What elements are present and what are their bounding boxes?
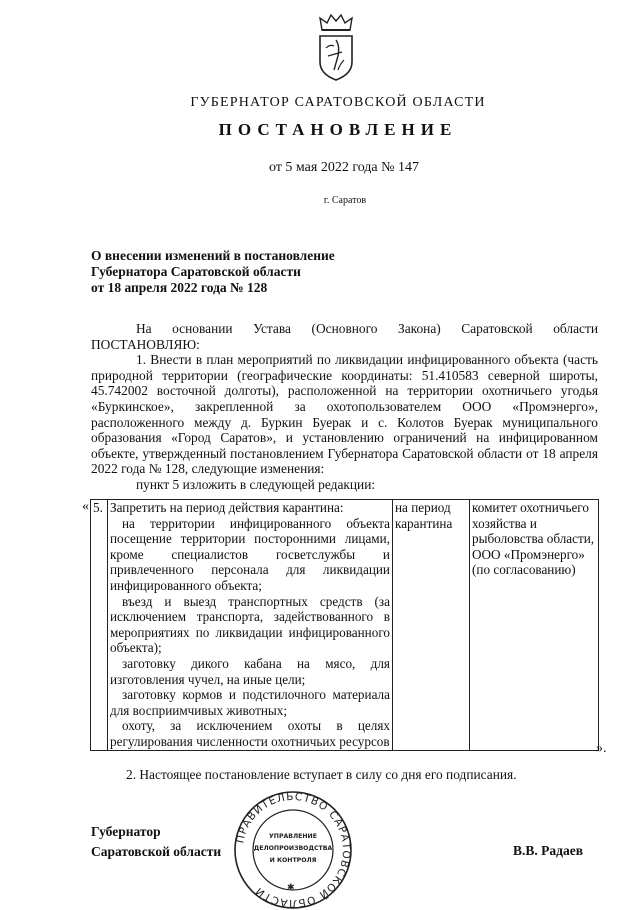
preamble-paragraph: На основании Устава (Основного Закона) Саратовской области ПОСТАНОВЛЯЮ: <box>91 321 598 352</box>
responsible-cell <box>470 500 599 751</box>
signatory-name: В.В. Радаев <box>513 843 583 858</box>
stamp-inner-line: УПРАВЛЕНИЕ <box>269 833 317 840</box>
item-1-paragraph: 1. Внести в план мероприятий по ликвидации инфицированного объекта (часть природной территории (географические координаты: 51.410583 северной широты, 45.742002 восточной долготы), расположенной на территории охотничьего угодья «Буркинское», закрепленной за охотопользователем ООО «Промэнерго», расположенного между д. Буркин Буерак и с. Колотов Буерак муниципального образования «Город Саратов», и установлению ограничений на инфицированном объекте, утвержденный постановлением Губернатора Саратовской области от 18 апреля 2022 года № 128, следующие изменения: <box>91 352 598 477</box>
subject-line: О внесении изменений в постановление <box>91 248 335 263</box>
governor-title: ГУБЕРНАТОР САРАТОВСКОЙ ОБЛАСТИ <box>190 95 486 110</box>
stamp-outer-text: ПРАВИТЕЛЬСТВО САРАТОВСКОЙ ОБЛАСТИ <box>234 790 353 910</box>
coat-of-arms-icon <box>312 12 360 82</box>
item-number-cell: 5. <box>91 500 108 751</box>
action-cell <box>108 500 393 751</box>
action-line: охоту, за исключением охоты в целях регулирования численности охотничьих ресурсов <box>110 718 390 749</box>
subject-line: от 18 апреля 2022 года № 128 <box>91 280 268 295</box>
term-text: на период карантина <box>395 500 453 531</box>
amendment-table <box>90 499 599 751</box>
decree-date-number: от 5 мая 2022 года № 147 <box>268 160 420 175</box>
action-line: Запретить на период действия карантина: <box>110 500 344 515</box>
stamp-star-icon: ✱ <box>287 882 295 892</box>
position-line: Губернатор <box>91 824 161 839</box>
item-2-paragraph: 2. Настоящее постановление вступает в силу со дня его подписания. <box>126 767 517 782</box>
decree-subject <box>91 248 411 296</box>
item-1-sub-paragraph: пункт 5 изложить в следующей редакции: <box>136 476 376 492</box>
subject-line: Губернатора Саратовской области <box>91 264 301 279</box>
responsible-line: ООО «Промэнерго» (по согласованию) <box>472 546 585 578</box>
action-line: заготовку кормов и подстилочного материала для восприимчивых животных; <box>110 687 390 718</box>
opening-quote: « <box>82 499 89 514</box>
closing-quote: ». <box>596 741 607 756</box>
action-line: на территории инфицированного объекта посещение территории посторонними лицами, кроме специалистов госветслужбы и привлеченного персонала для ликвидации инфицированного объекта; <box>110 515 390 593</box>
signatory-position <box>91 822 221 862</box>
table-row <box>91 500 599 751</box>
stamp-inner-line: И КОНТРОЛЯ <box>269 857 317 864</box>
position-line: Саратовской области <box>91 844 222 859</box>
responsible-line: комитет охотничьего хозяйства и рыболовства области, <box>472 500 595 547</box>
official-stamp-icon <box>228 790 358 910</box>
decree-body <box>91 321 598 493</box>
action-line: въезд и выезд транспортных средств (за исключением транспорта, задействованного в мероприятиях по ликвидации инфицированного объекта); <box>110 593 390 656</box>
stamp-inner-line: ДЕЛОПРОИЗВОДСТВА <box>253 845 333 852</box>
document-type-heading: ПОСТАНОВЛЕНИЕ <box>218 120 458 139</box>
term-cell <box>393 500 470 751</box>
city-label: г. Саратов <box>323 195 367 206</box>
action-line: заготовку дикого кабана на мясо, для изготовления чучел, на иные цели; <box>110 655 390 687</box>
